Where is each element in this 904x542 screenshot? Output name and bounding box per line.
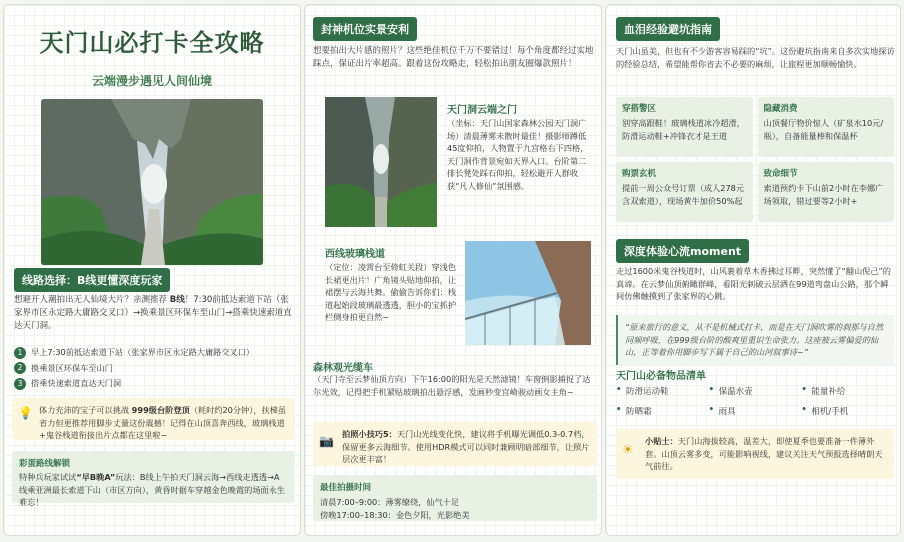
pitfall-card: 穿搭警区 别穿高跟鞋！玻璃栈道冰冷超滑，防滑运动鞋+冲锋衣才是王道 <box>616 97 753 157</box>
pitfall-card: 隐藏消费 山顶餐厅物价惊人（矿泉水10元/瓶），自备能量棒和保温杯 <box>758 97 895 157</box>
spot3-text: （天门寺至云梦仙顶方向）下午16:00的阳光是天然滤镜！车窗倒影捕捉了达尔光效，记得把手机紧贴玻璃拍出悬浮感，发画秒变宫崎骏动画女主角~ <box>313 374 591 397</box>
pitfall-guide-tag: 血泪经验避坑指南 <box>616 17 720 41</box>
list-item: • 相机/手机 <box>801 405 894 417</box>
checklist-title: 天门山必备物品清单 <box>616 371 706 382</box>
page-title: 天门山必打卡全攻略 <box>39 28 265 57</box>
list-item: 2 换乘景区环保车至山门 <box>14 362 294 375</box>
photo-spots-tag: 封神机位实景安利 <box>313 17 417 41</box>
photo-tip-box: 📷 拍照小技巧5：天门山光线变化快，建议将手机曝光调低0.3-0.7档，保留更多云海细节。使用HDR模式可以同时兼顾明暗部细节，让照片层次更丰富！ <box>313 422 597 466</box>
experience-quote: “原来旅行的意义，从不是机械式打卡，而是在天门洞吹雾的刹那与自然同频呼吸，在999级台阶的酸爽里重识生命张力。这座被云雾偏爱的仙山，正等着你用脚步写下属于自己的山河叙事诗~” <box>616 315 894 365</box>
list-item: • 雨具 <box>709 405 802 417</box>
photo-spots-intro: 想要拍出大片感的照片？这些绝佳机位千万不要错过！每个角度都经过实地踩点，保证出片率超高。跟着这份攻略走，轻松拍出朋友圈爆款照片！ <box>313 46 594 69</box>
tianmen-cave-photo <box>41 99 263 265</box>
small-tip-box: ☀ 小贴士：天门山海拔较高，温差大，即使夏季也要准备一件薄外套。山顶云雾多变，可能影响视线，建议关注天气预报选择晴朗天气前往。 <box>616 429 894 479</box>
pitfall-card: 购票玄机 提前一周公众号订票（成人278元含双索道），现场黄牛加价50%起 <box>616 162 753 222</box>
list-item: 1 早上7:30前抵达索道下站（张家界市区永定路大庸路交叉口） <box>14 346 294 359</box>
route-intro-text: 想避开人潮拍出无人仙境大片？亲测推荐 <box>14 295 170 305</box>
experience-tag: 深度体验心流moment <box>616 239 749 263</box>
experience-story: 走过1600米鬼谷栈道时，山风裹着草木香拂过耳畔，突然懂了“翻山倪己”的真谛。在云梦仙顶俯瞰群峰，看阳光刺破云层洒在99道弯盘山公路，那个瞬间仿佛触摸到了张家界的心跳。 <box>616 266 891 301</box>
route-intro-text-2: ！7:30前抵达索道下站（张家界市区永定路大庸路交叉口）→换乘景区环保车至山门→搭乘快速索道直达天门洞。 <box>14 295 292 331</box>
spot1-text: （坐标：天门山国家森林公园天门洞广场）清晨薄雾未散时最佳！摄影师蹲低45度仰拍，人物置于九宫格右下四格，天门洞作背景宛如天界入口。台阶第二排长凳处踩石仰拍，轻松避开人群收获“凡人修仙”氛围感。 <box>447 118 589 191</box>
best-time-morning: 清晨7:00–9:00：薄雾缭绕，仙气十足 <box>320 497 460 507</box>
route-b-highlight: B线 <box>169 295 185 305</box>
spot2-title: 西线玻璃栈道 <box>325 249 385 260</box>
glass-walkway-photo <box>465 241 591 345</box>
route-steps <box>14 346 294 390</box>
checklist <box>616 385 894 417</box>
spot2-text: （定位：凌霄台至倚虹关段）穿浅色长裙更出片！广角镜头贴地仰拍，让裙摆与云海共舞。偷偷告诉你们：栈道起始段玻璃最透透，胆小的宝抓护栏侧身拍更自然~ <box>325 262 457 322</box>
column-photo-spots <box>304 4 602 536</box>
route-tag: 线路选择：B线更懂深度玩家 <box>14 268 170 292</box>
stairs-tip-box: 💡 体力充沛的宝子可以挑战 999级台阶登顶（耗时约20分钟），扶梯虽省力但更推荐用脚步丈量这份震撼！记得在山顶喜奔西线，玻璃栈道+鬼谷栈道衔接出片点都在这里啦~ <box>12 398 294 440</box>
camera-icon: 📷 <box>319 434 334 448</box>
lightbulb-icon: 💡 <box>18 406 33 420</box>
bonus-route-title: 彩蛋路线解锁 <box>19 459 71 469</box>
pitfall-card: 致命细节 索道预约卡下山前2小时在李娜广场领取，错过要等2小时+ <box>758 162 895 222</box>
spot1-title: 天门洞云端之门 <box>447 105 517 116</box>
spot3-title: 森林观光缆车 <box>313 363 373 374</box>
best-time-title: 最佳拍摄时间 <box>320 483 372 493</box>
list-item: • 保温水壶 <box>709 385 802 397</box>
page-subtitle: 云端漫步遇见人间仙境 <box>91 74 212 88</box>
sun-icon: ☀ <box>622 443 634 458</box>
best-time-evening: 傍晚17:00–18:30：金色夕阳，光影绝美 <box>320 509 470 520</box>
list-item: 3 搭乘快速索道直达天门洞 <box>14 377 294 390</box>
pitfall-grid <box>616 97 894 222</box>
cave-gate-photo <box>325 97 437 227</box>
best-time-box <box>313 475 597 521</box>
list-item: • 能量补给 <box>801 385 894 397</box>
bonus-route-box: 彩蛋路线解锁 特种兵玩家试试“早B晚A”玩法：B线上午拍天门洞云海→西线走透透→A线乘亚洲最长索道下山（市区方向），黄昏时据车穿越金色晚霞的场面永生难忘！ <box>12 451 294 503</box>
pitfall-intro: 天门山虽美，但也有不少游客容易踩的“坑”。这份避坑指南来自多次实地探访的经验总结，希望能帮你省去不必要的麻烦，让旅程更加顺畅愉快。 <box>616 46 895 69</box>
column-tips <box>605 4 901 536</box>
list-item: • 防滑运动鞋 <box>616 385 709 397</box>
list-item: • 防晒霜 <box>616 405 709 417</box>
column-route <box>3 4 301 536</box>
route-intro <box>14 294 294 333</box>
